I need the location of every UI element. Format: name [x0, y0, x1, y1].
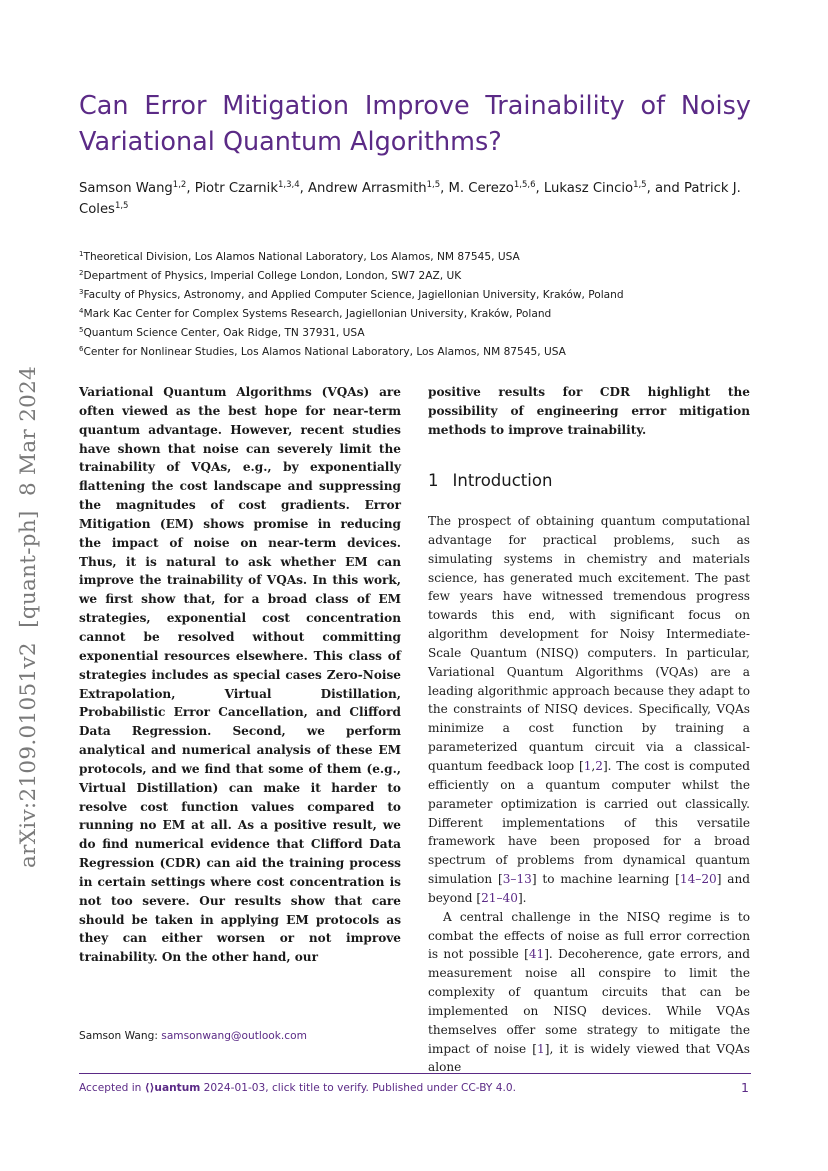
affiliation-number: 1: [79, 250, 84, 258]
section-heading: [428, 471, 750, 490]
introduction-body: [428, 512, 750, 1077]
author-name: Patrick J. Coles: [79, 181, 741, 217]
citation-link[interactable]: 2: [595, 758, 603, 773]
affiliation-item: [79, 324, 751, 343]
affiliation-item: [79, 343, 751, 362]
intro-paragraph-2: A central challenge in the NISQ regime is to combat the effects of noise as full error correction is not possible [41]. Decoherence, gate errors, and measurement noise all conspire to limit the complexity of quantum circuits that can be implemented on NISQ devices. While VQAs themselves offer some strategy to mitigate the impact of noise [1], it is widely viewed that VQAs alone: [428, 909, 751, 1075]
contact-label: Samson Wang:: [79, 1030, 162, 1042]
affiliation-text: Faculty of Physics, Astronomy, and Applied Computer Science, Jagiellonian University, Kraków, Poland: [83, 289, 624, 301]
citation-link[interactable]: 41: [528, 947, 545, 962]
author-name: Lukasz Cincio: [543, 181, 634, 196]
quantum-journal-logo[interactable]: ⟨⟩uantum: [144, 1082, 201, 1094]
section-number: 1: [428, 471, 439, 490]
footer-suffix: 2024-01-03, click title to verify. Published under CC-BY 4.0.: [200, 1082, 516, 1094]
affiliation-number: 5: [79, 326, 84, 334]
affiliation-text: Quantum Science Center, Oak Ridge, TN 37931, USA: [83, 327, 365, 339]
affiliation-text: Theoretical Division, Los Alamos National Laboratory, Los Alamos, NM 87545, USA: [83, 251, 520, 263]
paper-title[interactable]: Can Error Mitigation Improve Trainability of Noisy Variational Quantum Algorithms?: [79, 91, 751, 157]
author-affiliation-marker: 1,5: [114, 201, 129, 211]
affiliation-item: [79, 305, 751, 324]
author-name: Samson Wang: [79, 181, 173, 196]
citation-link[interactable]: 3–13: [502, 872, 532, 887]
affiliation-number: 3: [79, 288, 84, 296]
author-list: Samson Wang$^{1,2}$, Piotr Czarnik$^{1,3,4}$, Andrew Arrasmith$^{1,5}$, M. Cerezo$^{1,5,6}$, Lukasz Cincio$^{1,5}$, and Patrick J. Coles$^{1,5}$: [79, 180, 741, 217]
abstract-left-column: Variational Quantum Algorithms (VQAs) are often viewed as the best hope for near-term quantum advantage. However, recent studies have shown that noise can severely limit the trainability of VQAs, e.g., by exponentially flattening the cost landscape and suppressing the magnitudes of cost gradients. Error Mitigation (EM) shows promise in reducing the impact of noise on near-term devices. Thus, it is natural to ask whether EM can improve the trainability of VQAs. In this work, we first show that, for a broad class of EM strategies, exponential cost concentration cannot be resolved without committing exponential resources elsewhere. This class of strategies includes as special cases Zero-Noise Extrapolation, Virtual Distillation, Probabilistic Error Cancellation, and Clifford Data Regression. Second, we perform analytical and numerical analysis of these EM protocols, and we find that some of them (e.g., Virtual Distillation) can make it harder to resolve cost function values compared to running no EM at all. As a positive result, we do find numerical evidence that Clifford Data Regression (CDR) can aid the training process in certain settings where cost concentration is not too severe. Our results show that care should be taken in applying EM protocols as they can either worsen or not improve trainability. On the other hand, our: [79, 385, 401, 965]
author-name: Piotr Czarnik: [194, 181, 278, 196]
footer-prefix: Accepted in: [79, 1082, 145, 1094]
affiliation-text: Mark Kac Center for Complex Systems Research, Jagiellonian University, Kraków, Poland: [83, 308, 552, 320]
author-affiliation-marker: 1,5: [426, 180, 441, 190]
footer-divider: [79, 1073, 751, 1074]
author-affiliation-marker: 1,5,6: [513, 180, 536, 190]
affiliation-number: 2: [79, 269, 84, 277]
author-name: Andrew Arrasmith: [308, 181, 427, 196]
citation-link[interactable]: 21–40: [481, 890, 518, 905]
citation-link[interactable]: 14–20: [679, 872, 717, 887]
citation-link[interactable]: 1: [583, 758, 592, 773]
affiliation-number: 4: [79, 307, 84, 315]
affiliation-text: Center for Nonlinear Studies, Los Alamos National Laboratory, Los Alamos, NM 87545, USA: [83, 346, 566, 358]
contact-email-link[interactable]: samsonwang@outlook.com: [161, 1030, 307, 1042]
author-affiliation-marker: 1,3,4: [277, 180, 300, 190]
affiliation-number: 6: [79, 345, 84, 353]
affiliation-item: [79, 248, 751, 267]
corresponding-author: [79, 1030, 401, 1042]
page-number: 1: [741, 1080, 749, 1095]
footer: [79, 1082, 751, 1094]
arxiv-stamp: arXiv:2109.01051v2 [quant-ph] 8 Mar 2024: [16, 365, 41, 868]
author-affiliation-marker: 1,2: [172, 180, 187, 190]
affiliation-list: [79, 248, 751, 362]
affiliation-item: [79, 286, 751, 305]
abstract-right-column: positive results for CDR highlight the possibility of engineering error mitigation methods to improve trainability.: [428, 385, 750, 437]
author-name: M. Cerezo: [448, 181, 514, 196]
affiliation-item: [79, 267, 751, 286]
author-affiliation-marker: 1,5: [633, 180, 647, 190]
section-title: Introduction: [452, 471, 553, 490]
citation-link[interactable]: 1: [537, 1041, 545, 1056]
affiliation-text: Department of Physics, Imperial College London, London, SW7 2AZ, UK: [83, 270, 462, 282]
intro-paragraph-1: The prospect of obtaining quantum computational advantage for practical problems, such as simulating systems in chemistry and materials science, has generated much excitement. The past few years have witnessed tremendous progress towards this end, with significant focus on algorithm development for Noisy Intermediate-Scale Quantum (NISQ) computers. In particular, Variational Quantum Algorithms (VQAs) are a leading algorithmic approach because they adapt to the constraints of NISQ devices. Specifically, VQAs minimize a cost function by training a parameterized quantum circuit via a classical-quantum feedback loop [1,2]. The cost is computed efficiently on a quantum computer whilst the parameter optimization is carried out classically. Different implementations of this versatile framework have been proposed for a broad spectrum of problems from dynamical quantum simulation [3–13] to machine learning [14–20] and beyond [21–40].: [428, 514, 750, 905]
